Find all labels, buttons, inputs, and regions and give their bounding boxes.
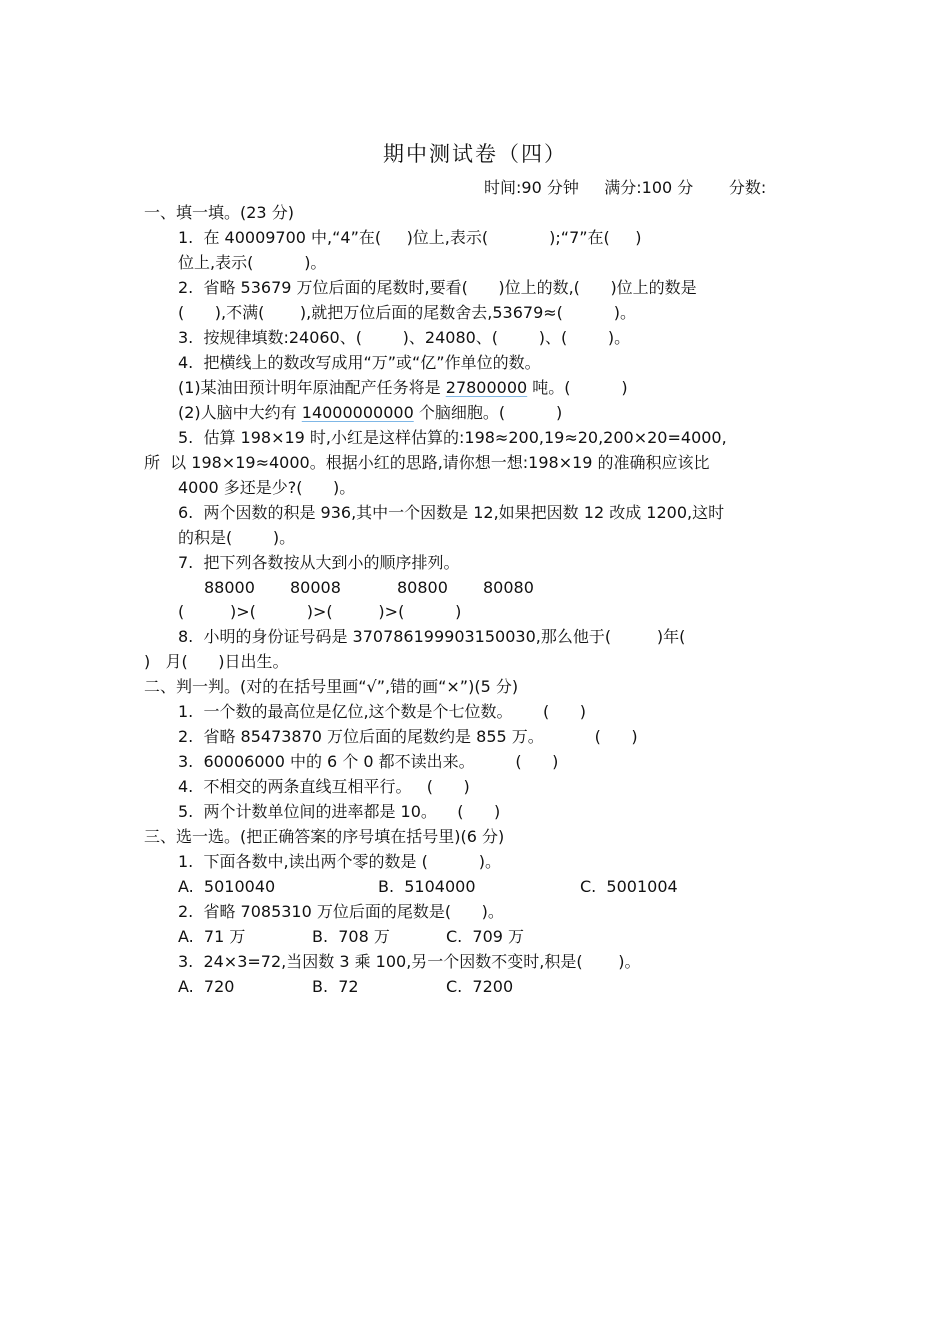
q1-line1: 1. 在 40009700 中,“4”在( )位上,表示( );“7”在( ) <box>178 228 642 247</box>
section2-heading: 二、判一判。(对的在括号里画“√”,错的画“×”)(5 分) <box>144 677 519 696</box>
option-a: A. 71 万 <box>178 927 246 946</box>
q4: 4. 把横线上的数改写成用“万”或“亿”作单位的数。 <box>178 353 541 372</box>
q7-blanks: ( )>( )>( )>( ) <box>178 602 462 621</box>
exam-info: 时间:90 分钟 满分:100 分 分数: <box>484 178 767 197</box>
option-b: B. 5104000 <box>378 877 476 896</box>
q7-number: 80008 <box>290 578 341 597</box>
section3-heading: 三、选一选。(把正确答案的序号填在括号里)(6 分) <box>144 827 505 846</box>
q5-line1: 5. 估算 198×19 时,小红是这样估算的:198≈200,19≈20,200×20=4000, <box>178 428 727 447</box>
judge-item: 2. 省略 85473870 万位后面的尾数约是 855 万。 ( ) <box>178 727 638 746</box>
judge-item: 4. 不相交的两条直线互相平行。 ( ) <box>178 777 470 796</box>
option-a: A. 5010040 <box>178 877 276 896</box>
underlined-number: 27800000 <box>445 378 528 397</box>
page-title: 期中测试卷（四） <box>383 142 567 166</box>
q7-number: 80080 <box>483 578 534 597</box>
option-c: C. 709 万 <box>446 927 525 946</box>
choice-q3: 3. 24×3=72,当因数 3 乘 100,另一个因数不变时,积是( )。 <box>178 952 641 971</box>
q7: 7. 把下列各数按从大到小的顺序排列。 <box>178 553 460 572</box>
option-a: A. 720 <box>178 977 235 996</box>
q4-sub1: (1)某油田预计明年原油配产任务将是 27800000 吨。( ) <box>178 378 628 397</box>
option-c: C. 5001004 <box>580 877 678 896</box>
judge-item: 3. 60006000 中的 6 个 0 都不读出来。 ( ) <box>178 752 559 771</box>
q2-line2: ( ),不满( ),就把万位后面的尾数舍去,53679≈( )。 <box>178 303 636 322</box>
section1-heading: 一、填一填。(23 分) <box>144 203 294 222</box>
q5-line2: 所 以 198×19≈4000。根据小红的思路,请你想一想:198×19 的准确积应该比 <box>144 453 710 472</box>
judge-item: 5. 两个计数单位间的进率都是 10。 ( ) <box>178 802 501 821</box>
q5-line3: 4000 多还是少?( )。 <box>178 478 356 497</box>
option-b: B. 708 万 <box>312 927 390 946</box>
q2-line1: 2. 省略 53679 万位后面的尾数时,要看( )位上的数,( )位上的数是 <box>178 278 697 297</box>
q7-number: 88000 <box>204 578 255 597</box>
q7-number: 80800 <box>397 578 448 597</box>
choice-q1: 1. 下面各数中,读出两个零的数是 ( )。 <box>178 852 501 871</box>
option-c: C. 7200 <box>446 977 514 996</box>
q3: 3. 按规律填数:24060、( )、24080、( )、( )。 <box>178 328 631 347</box>
q4-sub2: (2)人脑中大约有 14000000000 个脑细胞。( ) <box>178 403 563 422</box>
underlined-number: 14000000000 <box>301 403 414 422</box>
judge-item: 1. 一个数的最高位是亿位,这个数是个七位数。 ( ) <box>178 702 587 721</box>
choice-q2: 2. 省略 7085310 万位后面的尾数是( )。 <box>178 902 504 921</box>
q1-line2: 位上,表示( )。 <box>178 253 327 272</box>
q8-line1: 8. 小明的身份证号码是 370786199903150030,那么他于( )年( <box>178 627 686 646</box>
q6-line1: 6. 两个因数的积是 936,其中一个因数是 12,如果把因数 12 改成 1200,这时 <box>178 503 725 522</box>
q8-line2: ) 月( )日出生。 <box>144 652 289 671</box>
q6-line2: 的积是( )。 <box>178 528 296 547</box>
option-b: B. 72 <box>312 977 359 996</box>
